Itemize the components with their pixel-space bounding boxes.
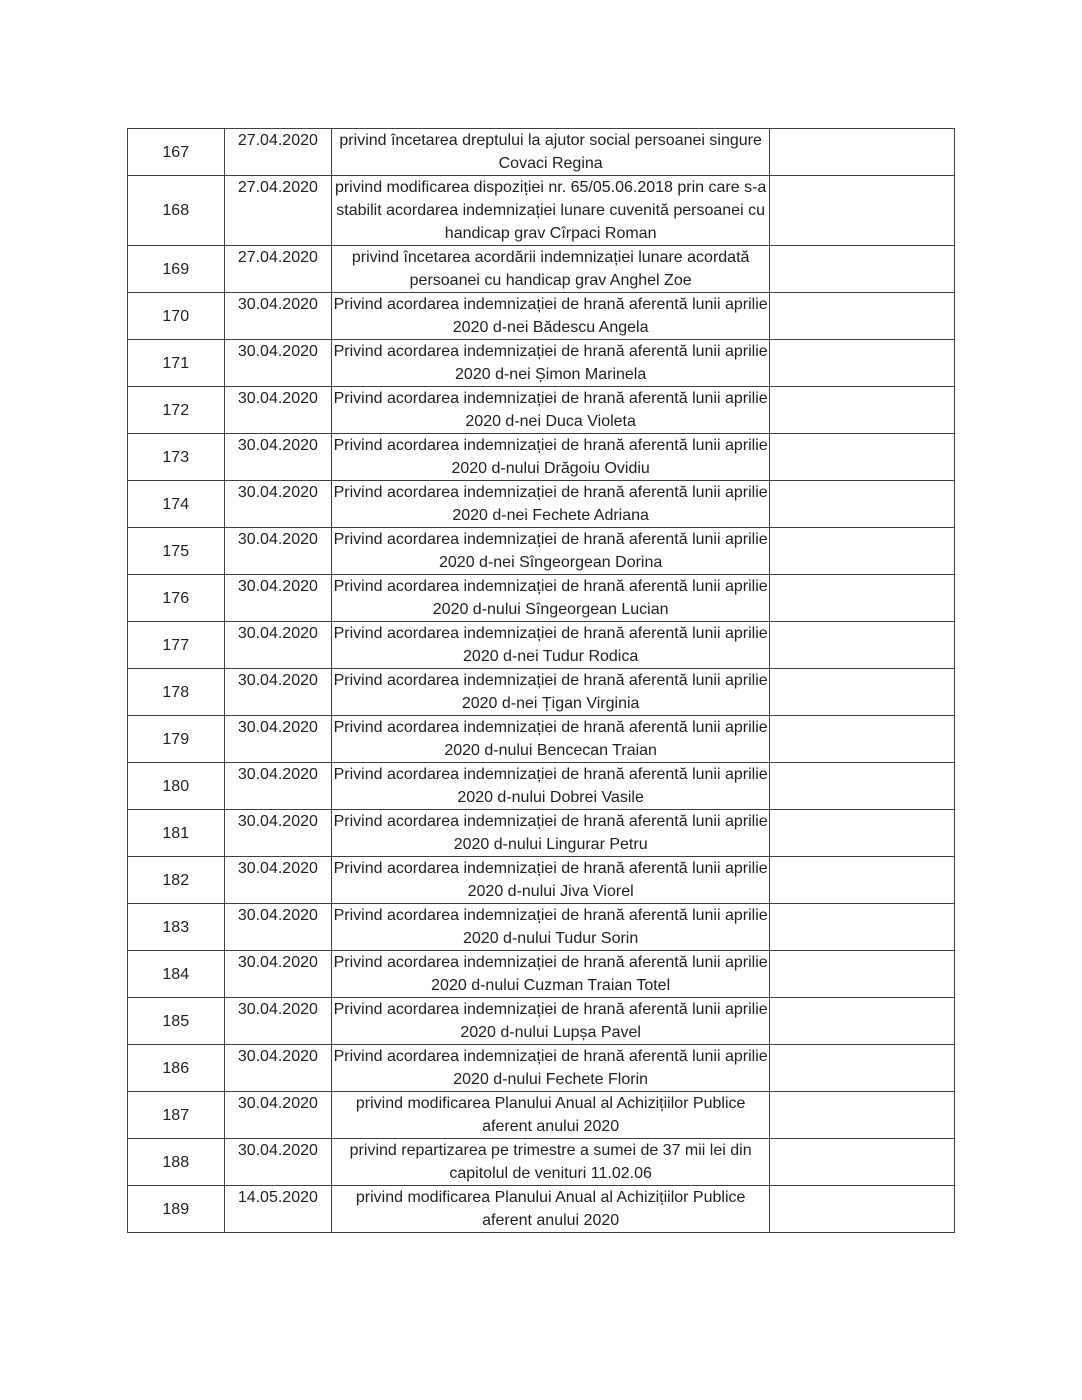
- row-number-cell: 168: [128, 176, 225, 246]
- row-number-cell: 178: [128, 669, 225, 716]
- table-row: [128, 1045, 955, 1092]
- description-cell: Privind acordarea indemnizației de hrană aferentă lunii aprilie 2020 d-nului Fechete Florin: [332, 1045, 770, 1092]
- table-row: [128, 575, 955, 622]
- table-row: [128, 857, 955, 904]
- table-row: [128, 129, 955, 176]
- date-cell: 30.04.2020: [224, 1045, 332, 1092]
- row-number-cell: 171: [128, 340, 225, 387]
- description-cell: Privind acordarea indemnizației de hrană aferentă lunii aprilie 2020 d-nei Duca Violeta: [332, 387, 770, 434]
- notes-cell: [770, 763, 955, 810]
- table-row: [128, 528, 955, 575]
- row-number-cell: 167: [128, 129, 225, 176]
- notes-cell: [770, 575, 955, 622]
- notes-cell: [770, 857, 955, 904]
- description-cell: Privind acordarea indemnizației de hrană aferentă lunii aprilie 2020 d-nei Șimon Marinela: [332, 340, 770, 387]
- notes-cell: [770, 1186, 955, 1233]
- notes-cell: [770, 340, 955, 387]
- row-number-cell: 188: [128, 1139, 225, 1186]
- description-cell: Privind acordarea indemnizației de hrană aferentă lunii aprilie 2020 d-nului Dobrei Vasile: [332, 763, 770, 810]
- date-cell: 30.04.2020: [224, 1092, 332, 1139]
- notes-cell: [770, 246, 955, 293]
- row-number-cell: 187: [128, 1092, 225, 1139]
- table-row: [128, 763, 955, 810]
- notes-cell: [770, 1092, 955, 1139]
- description-cell: Privind acordarea indemnizației de hrană aferentă lunii aprilie 2020 d-nului Jiva Viorel: [332, 857, 770, 904]
- date-cell: 30.04.2020: [224, 434, 332, 481]
- table-row: [128, 1092, 955, 1139]
- notes-cell: [770, 716, 955, 763]
- notes-cell: [770, 176, 955, 246]
- date-cell: 30.04.2020: [224, 387, 332, 434]
- table-row: [128, 481, 955, 528]
- date-cell: 30.04.2020: [224, 904, 332, 951]
- row-number-cell: 180: [128, 763, 225, 810]
- row-number-cell: 169: [128, 246, 225, 293]
- table-row: [128, 246, 955, 293]
- description-cell: Privind acordarea indemnizației de hrană aferentă lunii aprilie 2020 d-nei Tudur Rodica: [332, 622, 770, 669]
- table-row: [128, 293, 955, 340]
- description-cell: Privind acordarea indemnizației de hrană aferentă lunii aprilie 2020 d-nei Fechete Adriana: [332, 481, 770, 528]
- date-cell: 30.04.2020: [224, 1139, 332, 1186]
- notes-cell: [770, 293, 955, 340]
- description-cell: privind modificarea Planului Anual al Achizițiilor Publice aferent anului 2020: [332, 1186, 770, 1233]
- notes-cell: [770, 434, 955, 481]
- row-number-cell: 176: [128, 575, 225, 622]
- row-number-cell: 172: [128, 387, 225, 434]
- table-row: [128, 669, 955, 716]
- notes-cell: [770, 528, 955, 575]
- row-number-cell: 186: [128, 1045, 225, 1092]
- date-cell: 30.04.2020: [224, 763, 332, 810]
- table-row: [128, 716, 955, 763]
- dispositions-table-body: [128, 129, 955, 1233]
- row-number-cell: 174: [128, 481, 225, 528]
- notes-cell: [770, 904, 955, 951]
- description-cell: Privind acordarea indemnizației de hrană aferentă lunii aprilie 2020 d-nei Țigan Virginia: [332, 669, 770, 716]
- table-row: [128, 176, 955, 246]
- table-row: [128, 951, 955, 998]
- description-cell: Privind acordarea indemnizației de hrană aferentă lunii aprilie 2020 d-nului Drăgoiu Ovidiu: [332, 434, 770, 481]
- date-cell: 30.04.2020: [224, 481, 332, 528]
- date-cell: 30.04.2020: [224, 998, 332, 1045]
- date-cell: 30.04.2020: [224, 669, 332, 716]
- table-row: [128, 387, 955, 434]
- description-cell: privind modificarea dispoziției nr. 65/05.06.2018 prin care s-a stabilit acordarea indemnizației lunare cuvenită persoanei cu handicap grav Cîrpaci Roman: [332, 176, 770, 246]
- notes-cell: [770, 1139, 955, 1186]
- date-cell: 30.04.2020: [224, 575, 332, 622]
- description-cell: Privind acordarea indemnizației de hrană aferentă lunii aprilie 2020 d-nei Sîngeorgean Dorina: [332, 528, 770, 575]
- row-number-cell: 177: [128, 622, 225, 669]
- description-cell: Privind acordarea indemnizației de hrană aferentă lunii aprilie 2020 d-nului Lingurar Petru: [332, 810, 770, 857]
- description-cell: Privind acordarea indemnizației de hrană aferentă lunii aprilie 2020 d-nului Cuzman Traian Totel: [332, 951, 770, 998]
- row-number-cell: 179: [128, 716, 225, 763]
- date-cell: 27.04.2020: [224, 176, 332, 246]
- table-row: [128, 1186, 955, 1233]
- notes-cell: [770, 951, 955, 998]
- notes-cell: [770, 481, 955, 528]
- row-number-cell: 170: [128, 293, 225, 340]
- description-cell: Privind acordarea indemnizației de hrană aferentă lunii aprilie 2020 d-nului Bencecan Traian: [332, 716, 770, 763]
- date-cell: 30.04.2020: [224, 951, 332, 998]
- description-cell: privind repartizarea pe trimestre a sumei de 37 mii lei din capitolul de venituri 11.02.06: [332, 1139, 770, 1186]
- table-row: [128, 810, 955, 857]
- notes-cell: [770, 129, 955, 176]
- notes-cell: [770, 998, 955, 1045]
- row-number-cell: 189: [128, 1186, 225, 1233]
- description-cell: Privind acordarea indemnizației de hrană aferentă lunii aprilie 2020 d-nei Bădescu Angela: [332, 293, 770, 340]
- date-cell: 30.04.2020: [224, 622, 332, 669]
- row-number-cell: 173: [128, 434, 225, 481]
- notes-cell: [770, 669, 955, 716]
- row-number-cell: 184: [128, 951, 225, 998]
- description-cell: Privind acordarea indemnizației de hrană aferentă lunii aprilie 2020 d-nului Lupșa Pavel: [332, 998, 770, 1045]
- date-cell: 30.04.2020: [224, 528, 332, 575]
- notes-cell: [770, 387, 955, 434]
- date-cell: 30.04.2020: [224, 857, 332, 904]
- date-cell: 30.04.2020: [224, 293, 332, 340]
- row-number-cell: 183: [128, 904, 225, 951]
- row-number-cell: 175: [128, 528, 225, 575]
- description-cell: Privind acordarea indemnizației de hrană aferentă lunii aprilie 2020 d-nului Sîngeorgean Lucian: [332, 575, 770, 622]
- dispositions-register-table: [127, 128, 955, 1233]
- date-cell: 30.04.2020: [224, 716, 332, 763]
- date-cell: 30.04.2020: [224, 810, 332, 857]
- date-cell: 27.04.2020: [224, 129, 332, 176]
- table-row: [128, 434, 955, 481]
- table-row: [128, 998, 955, 1045]
- row-number-cell: 185: [128, 998, 225, 1045]
- table-row: [128, 622, 955, 669]
- description-cell: Privind acordarea indemnizației de hrană aferentă lunii aprilie 2020 d-nului Tudur Sorin: [332, 904, 770, 951]
- notes-cell: [770, 1045, 955, 1092]
- table-row: [128, 1139, 955, 1186]
- date-cell: 14.05.2020: [224, 1186, 332, 1233]
- row-number-cell: 181: [128, 810, 225, 857]
- date-cell: 30.04.2020: [224, 340, 332, 387]
- notes-cell: [770, 622, 955, 669]
- description-cell: privind încetarea acordării indemnizației lunare acordată persoanei cu handicap grav Anghel Zoe: [332, 246, 770, 293]
- table-row: [128, 340, 955, 387]
- table-row: [128, 904, 955, 951]
- notes-cell: [770, 810, 955, 857]
- date-cell: 27.04.2020: [224, 246, 332, 293]
- description-cell: privind modificarea Planului Anual al Achizițiilor Publice aferent anului 2020: [332, 1092, 770, 1139]
- row-number-cell: 182: [128, 857, 225, 904]
- description-cell: privind încetarea dreptului la ajutor social persoanei singure Covaci Regina: [332, 129, 770, 176]
